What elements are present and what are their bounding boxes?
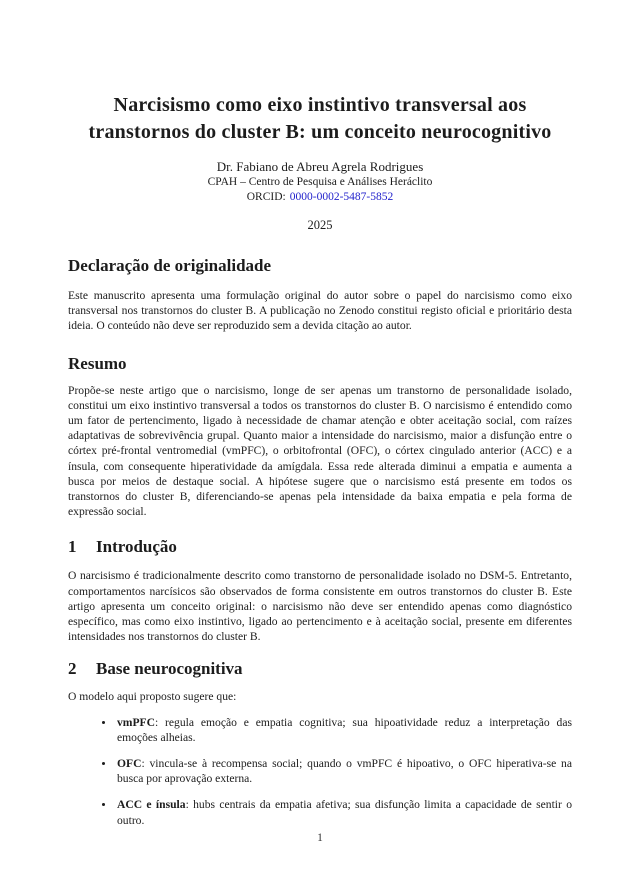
bullet-text-vmpfc: : regula emoção e empatia cognitiva; sua hipoatividade reduz a interpretação das emoções alheias.: [117, 715, 572, 744]
paper-title: [68, 92, 572, 146]
section-title-base: Base neurocognitiva: [96, 659, 243, 679]
section-number-introducao: 1: [68, 537, 77, 557]
bullet-text-ofc: : vincula-se à recompensa social; quando o vmPFC é hipoativo, o OFC hiperativa-se na busca por aprovação externa.: [117, 757, 572, 786]
author-block: [68, 158, 572, 205]
bullet-term-vmpfc: vmPFC: [117, 715, 155, 729]
section-heading-declaracao: Declaração de originalidade: [68, 256, 272, 275]
affiliation: CPAH – Centro de Pesquisa e Análises Heráclito: [207, 176, 433, 188]
base-intro-paragraph: O modelo aqui proposto sugere que:: [68, 690, 237, 704]
bullet-term-ofc: OFC: [117, 757, 142, 771]
bullet-list: [68, 715, 572, 828]
author-name: Dr. Fabiano de Abreu Agrela Rodrigues: [216, 159, 424, 174]
section-title-introducao: Introdução: [96, 537, 177, 557]
introducao-paragraph: O narcisismo é tradicionalmente descrito como transtorno de personalidade isolado no DSM-5. Entretanto, comportamentos narcísicos são observados de forma consistente em outros transtornos do cluster B. Este artigo apresenta um conceito original: o narcisismo não deve ser entendido apenas como diagnóstico específico, mas como eixo instintivo, ligado ao pertencimento e à aceitação social, presente em diferentes intensidades nos transtornos do cluster B.: [68, 569, 572, 644]
section-number-base: 2: [68, 659, 77, 679]
section-heading-resumo: Resumo: [68, 353, 127, 373]
resumo-paragraph: Propõe-se neste artigo que o narcisismo, longe de ser apenas um transtorno de personalidade isolado, constitui um eixo instintivo transversal a todos os transtornos do cluster B. O narcisismo é entendido como um fator de pertencimento, ligado à necessidade de chamar atenção e obter aceitação social, com raízes adaptativas de sobrevivência grupal. Quanto maior a intensidade do narcisismo, maior a disfunção entre o córtex pré-frontal ventromedial (vmPFC), o orbitofrontal (OFC), o córtex cingulado anterior (ACC) e a ínsula, com consequente hiperatividade da amígdala. Essa rede alterada diminui a empatia e aumenta a busca por meios de destaque social. A hipótese sugere que o narcisismo está presente em todos os transtornos do cluster B, diferenciando-se apenas pela intensidade da baixa empatia e pela forma de expressão social.: [68, 383, 572, 519]
bullet-text-acc-insula: : hubs centrais da empatia afetiva; sua disfunção limita a capacidade de sentir o outro.: [117, 798, 572, 827]
bullet-item-ofc: [115, 756, 572, 786]
paper-title-line-1: Narcisismo como eixo instintivo transversal aos: [113, 94, 527, 116]
orcid-line: [68, 190, 572, 205]
paper-date: 2025: [307, 218, 333, 232]
bullet-term-acc-insula: ACC e ínsula: [117, 798, 186, 812]
orcid-link[interactable]: 0000-0002-5487-5852: [289, 191, 394, 203]
bullet-item-acc-insula: [115, 797, 572, 827]
paper-title-line-2: transtornos do cluster B: um conceito neurocognitivo: [88, 121, 552, 143]
section-heading-base-neurocognitiva: [68, 657, 572, 680]
section-heading-introducao: [68, 535, 572, 558]
declaracao-paragraph: Este manuscrito apresenta uma formulação original do autor sobre o papel do narcisismo como eixo transversal nos transtornos do cluster B. A publicação no Zenodo constitui registo oficial e prioritário desta ideia. O conteúdo não deve ser reproduzido sem a devida citação ao autor.: [68, 289, 572, 333]
paper-content: [68, 92, 572, 828]
page-number: 1: [317, 832, 323, 844]
bullet-item-vmpfc: [115, 715, 572, 745]
orcid-label: ORCID:: [246, 191, 286, 203]
